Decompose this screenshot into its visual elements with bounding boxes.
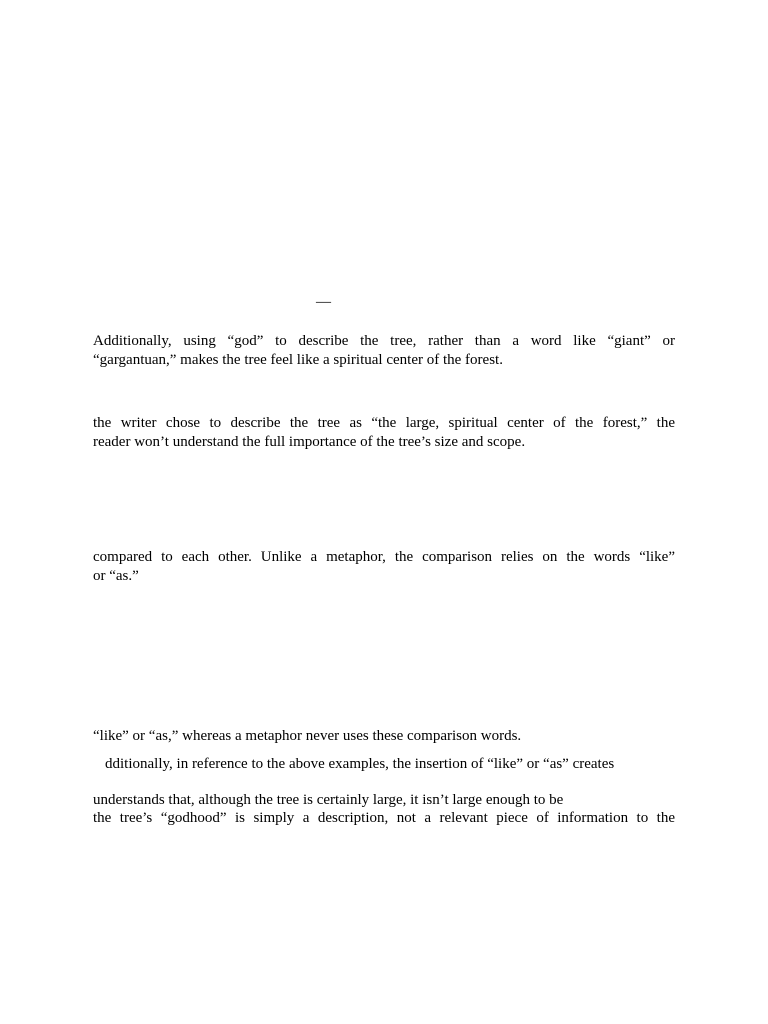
paragraph-line-tree-large: understands that, although the tree is certainly large, it isn’t large enough to be [93,792,564,808]
paragraph-simile-definition [93,548,675,586]
paragraph-line: or “as.” [93,568,139,584]
paragraph-line: Additionally, using “god” to describe the tree, rather than a word like “giant” or [93,333,675,349]
paragraph-line: reader won’t understand the full importance of the tree’s size and scope. [93,434,526,450]
paragraph-line: the writer chose to describe the tree as “the large, spiritual center of the forest,” the [93,415,675,431]
paragraph-line: “gargantuan,” makes the tree feel like a spiritual center of the forest. [93,352,503,368]
paragraph-metaphor-god [93,332,675,370]
paragraph-godhood [93,809,675,828]
paragraph-writer-choice [93,414,675,452]
em-dash: — [316,294,331,310]
paragraph-line-comparison-words: “like” or “as,” whereas a metaphor never uses these comparison words. [93,728,522,744]
paragraph-line: compared to each other. Unlike a metaphor, the comparison relies on the words “like” [93,549,675,565]
paragraph-line-insertion: dditionally, in reference to the above examples, the insertion of “like” or “as” creates [105,756,615,772]
paragraph-line: the tree’s “godhood” is simply a description, not a relevant piece of information to the [93,810,675,826]
